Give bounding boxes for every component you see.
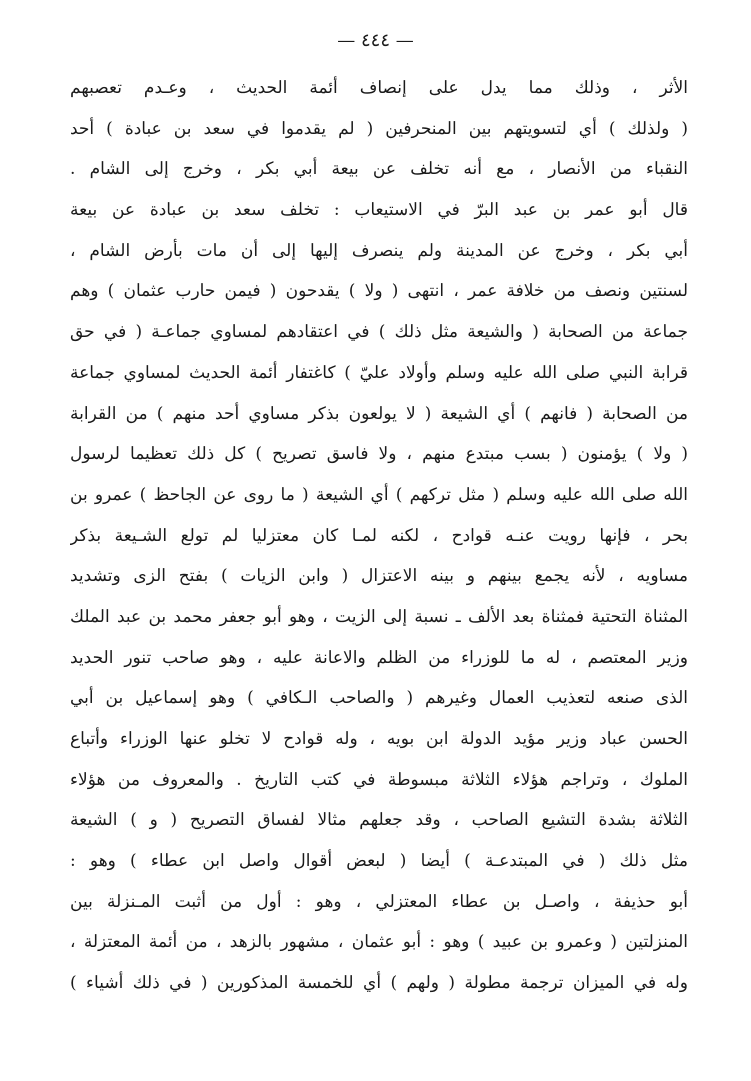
text-line: وزير المعتصم ، له ما للوزراء من الظلم والاعانة عليه ، وهو صاحب تنور الحديد (70, 647, 688, 668)
text-line: وله في الميزان ترجمة مطولة ( ولهم ) أي للخمسة المذكورين ( في ذلك أشياء ) (70, 973, 688, 994)
text-line: الأثر ، وذلك مما يدل على إنصاف أئمة الحديث ، وعـدم تعصبهم (70, 78, 688, 98)
text-line: الذى صنعه لتعذيب العمال وغيرهم ( والصاحب الـكافي ) وهو إسماعيل بن أبي (70, 688, 688, 709)
text-line: من الصحابة ( فانهم ) أي الشيعة ( لا يولعون بذكر مساوي أحد منهم ) من القرابة (70, 403, 688, 424)
text-line: الثلاثة بشدة التشيع الصاحب ، وقد جعلهم مثالا لفساق التصريح ( و ) الشيعة (70, 810, 688, 831)
text-line: جماعة من الصحابة ( والشيعة مثل ذلك ) في اعتقادهم لمساوي جماعـة ( في حق (70, 322, 688, 343)
body-text (70, 68, 688, 1004)
page-number: — ٤٤٤ — (337, 30, 414, 51)
text-line: أبي بكر ، وخرج عن المدينة ولم ينصرف إليها إلى أن مات بأرض الشام ، (70, 240, 688, 261)
text-line: مثل ذلك ( في المبتدعـة ) أيضا ( لبعض أقوال واصل ابن عطاء ) وهو : (70, 851, 688, 872)
text-line: بحر ، فإنها رويت عنـه قوادح ، لكنه لمـا كان معتزليا لم تولع الشـيعة بذكر (70, 525, 688, 546)
text-line: الملوك ، وتراجم هؤلاء الثلاثة مبسوطة في كتب التاريخ . والمعروف من هؤلاء (70, 769, 688, 790)
text-line: قال أبو عمر بن عبد البرّ في الاستيعاب : تخلف سعد بن عبادة عن بيعة (70, 200, 688, 221)
text-line: أبو حذيفة ، واصـل بن عطاء المعتزلي ، وهو : أول من أثبت المـنزلة بين (70, 891, 688, 912)
text-line: مساويه ، لأنه يجمع بينهم و بينه الاعتزال ( وابن الزيات ) بفتح الزى وتشديد (70, 566, 688, 587)
text-line: المنزلتين ( وعمرو بن عبيد ) وهو : أبو عثمان ، مشهور بالزهد ، من أئمة المعتزلة ، (70, 932, 688, 953)
text-line: ( ولذلك ) أي لتسويتهم بين المنحرفين ( لم يقدموا في سعد بن عبادة ) أحد (70, 118, 688, 139)
text-line: الله صلى الله عليه وسلم ( مثل تركهم ) أي الشيعة ( ما روى عن الجاحظ ) عمرو بن (70, 484, 688, 505)
text-line: قرابة النبي صلى الله عليه وسلم وأولاد عليّ ) كاغتفار أئمة الحديث لمساوي جماعة (70, 362, 688, 383)
text-line: الحسن عباد وزير مؤيد الدولة ابن بويه ، وله قوادح لا تخلو عنها الوزراء وأتباع (70, 729, 688, 749)
text-line: النقباء من الأنصار ، مع أنه تخلف عن بيعة أبي بكر ، وخرج إلى الشام . (70, 159, 688, 180)
text-line: لسنتين ونصف من خلافة عمر ، انتهى ( ولا ) يقدحون ( فيمن حارب عثمان ) وهم (70, 281, 688, 302)
text-line: المثناة التحتية فمثناة بعد الألف ـ نسبة إلى الزيت ، وهو أبو جعفر محمد بن عبد الملك (70, 606, 688, 627)
text-line: ( ولا ) يؤمنون ( بسب مبتدع منهم ، ولا فاسق تصريح ) كل ذلك تعظيما لرسول (70, 444, 688, 465)
